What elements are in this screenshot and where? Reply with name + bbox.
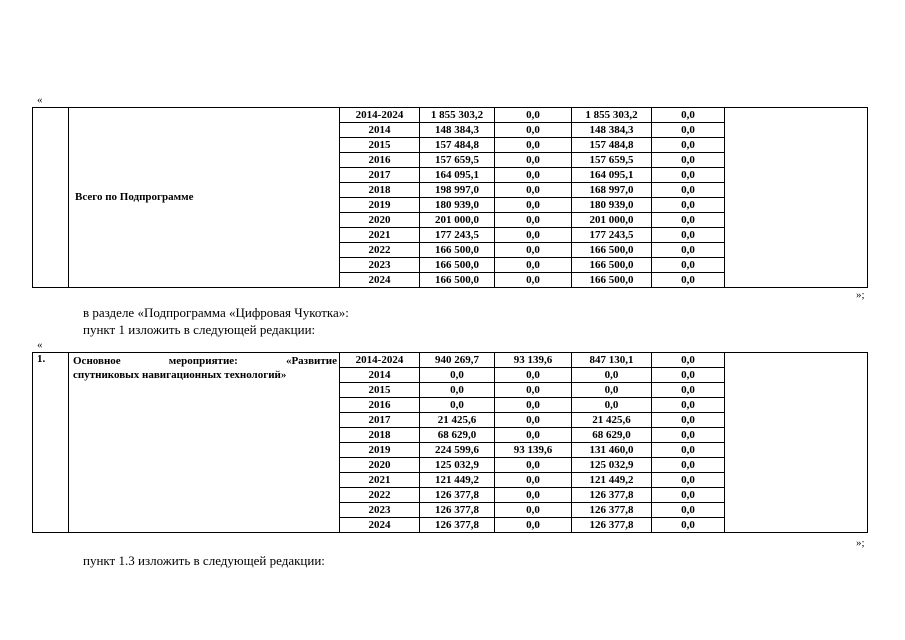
empty-cell <box>725 108 868 288</box>
year-cell: 2017 <box>340 168 420 183</box>
section-instruction: в разделе «Подпрограмма «Цифровая Чукотка»: <box>83 305 349 320</box>
other-cell: 0,0 <box>652 153 725 168</box>
year-cell: 2021 <box>340 473 420 488</box>
opening-quote: « <box>37 339 43 351</box>
total-cell: 166 500,0 <box>420 273 495 288</box>
regional-cell: 201 000,0 <box>572 213 652 228</box>
federal-cell: 0,0 <box>495 168 572 183</box>
regional-cell: 125 032,9 <box>572 458 652 473</box>
regional-cell: 0,0 <box>572 368 652 383</box>
federal-cell: 0,0 <box>495 183 572 198</box>
item-instruction: пункт 1 изложить в следующей редакции: <box>83 322 316 337</box>
year-cell: 2015 <box>340 138 420 153</box>
year-cell: 2024 <box>340 518 420 533</box>
empty-cell <box>725 353 868 533</box>
federal-cell: 93 139,6 <box>495 443 572 458</box>
total-cell: 180 939,0 <box>420 198 495 213</box>
regional-cell: 126 377,8 <box>572 503 652 518</box>
year-cell: 2023 <box>340 503 420 518</box>
federal-cell: 0,0 <box>495 383 572 398</box>
federal-cell: 0,0 <box>495 488 572 503</box>
year-cell: 2016 <box>340 153 420 168</box>
regional-cell: 21 425,6 <box>572 413 652 428</box>
total-cell: 126 377,8 <box>420 518 495 533</box>
item-number: 1. <box>33 353 69 533</box>
federal-cell: 0,0 <box>495 258 572 273</box>
other-cell: 0,0 <box>652 183 725 198</box>
regional-cell: 157 484,8 <box>572 138 652 153</box>
regional-cell: 121 449,2 <box>572 473 652 488</box>
total-cell: 21 425,6 <box>420 413 495 428</box>
year-cell: 2016 <box>340 398 420 413</box>
measure-table <box>32 352 868 533</box>
year-cell: 2019 <box>340 198 420 213</box>
year-cell: 2019 <box>340 443 420 458</box>
federal-cell: 0,0 <box>495 198 572 213</box>
other-cell: 0,0 <box>652 518 725 533</box>
year-cell: 2015 <box>340 383 420 398</box>
total-cell: 166 500,0 <box>420 258 495 273</box>
total-cell: 157 659,5 <box>420 153 495 168</box>
regional-cell: 168 997,0 <box>572 183 652 198</box>
other-cell: 0,0 <box>652 138 725 153</box>
measure-label-word: Основное <box>73 355 121 367</box>
regional-cell: 180 939,0 <box>572 198 652 213</box>
total-cell: 166 500,0 <box>420 243 495 258</box>
regional-cell: 166 500,0 <box>572 273 652 288</box>
other-cell: 0,0 <box>652 368 725 383</box>
total-cell: 224 599,6 <box>420 443 495 458</box>
total-cell: 157 484,8 <box>420 138 495 153</box>
other-cell: 0,0 <box>652 488 725 503</box>
regional-cell: 0,0 <box>572 398 652 413</box>
other-cell: 0,0 <box>652 398 725 413</box>
federal-cell: 0,0 <box>495 473 572 488</box>
other-cell: 0,0 <box>652 473 725 488</box>
regional-cell: 1 855 303,2 <box>572 108 652 123</box>
other-cell: 0,0 <box>652 428 725 443</box>
total-cell: 164 095,1 <box>420 168 495 183</box>
total-cell: 68 629,0 <box>420 428 495 443</box>
other-cell: 0,0 <box>652 443 725 458</box>
regional-cell: 166 500,0 <box>572 258 652 273</box>
federal-cell: 0,0 <box>495 273 572 288</box>
year-cell: 2020 <box>340 213 420 228</box>
other-cell: 0,0 <box>652 383 725 398</box>
opening-quote: « <box>37 94 43 106</box>
other-cell: 0,0 <box>652 503 725 518</box>
regional-cell: 148 384,3 <box>572 123 652 138</box>
year-cell: 2014 <box>340 368 420 383</box>
regional-cell: 166 500,0 <box>572 243 652 258</box>
year-cell: 2018 <box>340 183 420 198</box>
measure-label-word: мероприятие: <box>168 355 238 367</box>
total-cell: 148 384,3 <box>420 123 495 138</box>
year-cell: 2014 <box>340 123 420 138</box>
federal-cell: 0,0 <box>495 228 572 243</box>
federal-cell: 0,0 <box>495 123 572 138</box>
federal-cell: 0,0 <box>495 108 572 123</box>
closing-quote: »; <box>856 537 865 549</box>
other-cell: 0,0 <box>652 228 725 243</box>
year-cell: 2024 <box>340 273 420 288</box>
measure-label-word: «Развитие <box>285 355 337 367</box>
year-cell: 2021 <box>340 228 420 243</box>
regional-cell: 164 095,1 <box>572 168 652 183</box>
federal-cell: 0,0 <box>495 243 572 258</box>
subprogram-label: Всего по Подпрограмме <box>69 108 340 288</box>
other-cell: 0,0 <box>652 273 725 288</box>
year-cell: 2023 <box>340 258 420 273</box>
federal-cell: 0,0 <box>495 398 572 413</box>
regional-cell: 126 377,8 <box>572 518 652 533</box>
federal-cell: 0,0 <box>495 503 572 518</box>
other-cell: 0,0 <box>652 353 725 368</box>
federal-cell: 93 139,6 <box>495 353 572 368</box>
total-cell: 126 377,8 <box>420 503 495 518</box>
federal-cell: 0,0 <box>495 138 572 153</box>
total-cell: 940 269,7 <box>420 353 495 368</box>
table-row <box>33 353 868 368</box>
federal-cell: 0,0 <box>495 213 572 228</box>
total-cell: 177 243,5 <box>420 228 495 243</box>
year-cell: 2020 <box>340 458 420 473</box>
total-cell: 201 000,0 <box>420 213 495 228</box>
closing-quote: »; <box>856 289 865 301</box>
year-cell: 2014-2024 <box>340 353 420 368</box>
other-cell: 0,0 <box>652 108 725 123</box>
other-cell: 0,0 <box>652 198 725 213</box>
federal-cell: 0,0 <box>495 368 572 383</box>
year-cell: 2022 <box>340 243 420 258</box>
regional-cell: 126 377,8 <box>572 488 652 503</box>
regional-cell: 177 243,5 <box>572 228 652 243</box>
federal-cell: 0,0 <box>495 153 572 168</box>
regional-cell: 847 130,1 <box>572 353 652 368</box>
other-cell: 0,0 <box>652 123 725 138</box>
year-cell: 2022 <box>340 488 420 503</box>
year-cell: 2018 <box>340 428 420 443</box>
year-cell: 2014-2024 <box>340 108 420 123</box>
total-cell: 0,0 <box>420 368 495 383</box>
federal-cell: 0,0 <box>495 518 572 533</box>
other-cell: 0,0 <box>652 243 725 258</box>
item-instruction: пункт 1.3 изложить в следующей редакции: <box>83 553 325 568</box>
other-cell: 0,0 <box>652 413 725 428</box>
year-cell: 2017 <box>340 413 420 428</box>
total-cell: 126 377,8 <box>420 488 495 503</box>
federal-cell: 0,0 <box>495 428 572 443</box>
total-cell: 125 032,9 <box>420 458 495 473</box>
other-cell: 0,0 <box>652 458 725 473</box>
federal-cell: 0,0 <box>495 458 572 473</box>
other-cell: 0,0 <box>652 213 725 228</box>
total-cell: 0,0 <box>420 383 495 398</box>
total-cell: 0,0 <box>420 398 495 413</box>
regional-cell: 0,0 <box>572 383 652 398</box>
regional-cell: 68 629,0 <box>572 428 652 443</box>
regional-cell: 157 659,5 <box>572 153 652 168</box>
total-cell: 121 449,2 <box>420 473 495 488</box>
measure-label-line: спутниковых навигационных технологий» <box>73 369 287 381</box>
measure-label <box>69 353 340 533</box>
number-cell <box>33 108 69 288</box>
subprogram-total-table <box>32 107 868 288</box>
total-cell: 1 855 303,2 <box>420 108 495 123</box>
other-cell: 0,0 <box>652 168 725 183</box>
other-cell: 0,0 <box>652 258 725 273</box>
table-row <box>33 108 868 123</box>
federal-cell: 0,0 <box>495 413 572 428</box>
total-cell: 198 997,0 <box>420 183 495 198</box>
regional-cell: 131 460,0 <box>572 443 652 458</box>
